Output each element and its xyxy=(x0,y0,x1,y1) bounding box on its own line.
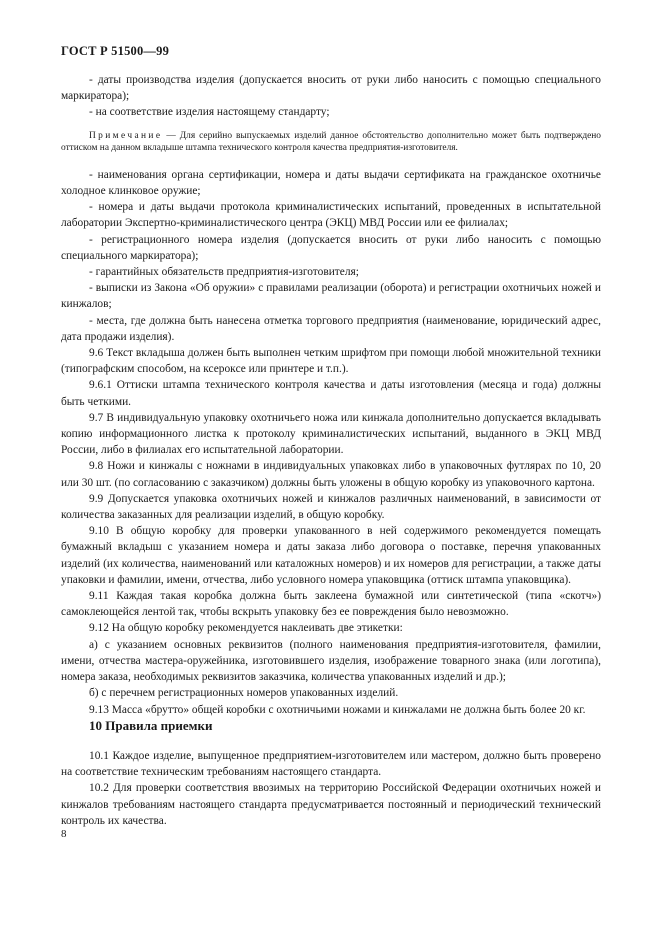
paragraph: 9.11 Каждая такая коробка должна быть заклеена бумажной или синтетической (типа «скотч») самоклеющейся лентой так, чтобы вскрыть упаковку без ее повреждения было невозможно. xyxy=(61,590,601,619)
paragraph: - регистрационного номера изделия (допускается вносить от руки либо наносить с помощью специального маркиратора); xyxy=(61,233,601,262)
text-block-upper xyxy=(61,72,601,718)
paragraph: 9.6.1 Оттиски штампа технического контроля качества и даты изготовления (месяца и года) должны быть четкими. xyxy=(61,379,601,408)
paragraph: 9.10 В общую коробку для проверки упакованного в ней содержимого рекомендуется помещать бумажный вкладыш с указанием номера и даты заказа либо договора о поставке, перечня упакованных изделий (их количества, наименований или каталожных номеров) и их номеров для регистрации, а также даты упаковки и фамилии, имени, отчества, либо условного номера упаковщика (оттиск штампа упаковщика). xyxy=(61,525,601,586)
paragraph: 9.13 Масса «брутто» общей коробки с охотничьими ножами и кинжалами не должна быть более 20 кг. xyxy=(89,703,586,716)
paragraph: - номера и даты выдачи протокола криминалистических испытаний, проведенных в испытательной лаборатории Экспертно-криминалистического центра (ЭКЦ) МВД России или ее филиалах; xyxy=(61,201,601,230)
paragraph: б) с перечнем регистрационных номеров упакованных изделий. xyxy=(89,687,399,700)
note-text: — Для серийно выпускаемых изделий данное обстоятельство дополнительно может быть подтверждено оттиском на данном вкладыше штампа технического контроля качества предприятия-изготовителя. xyxy=(61,130,601,154)
paragraph: - наименования органа сертификации, номера и даты выдачи сертификата на гражданское охотничье холодное клинковое оружие; xyxy=(61,168,601,197)
note-label: Примечание xyxy=(89,130,163,141)
paragraph: 9.12 На общую коробку рекомендуется наклеивать две этикетки: xyxy=(89,622,403,635)
paragraph: 9.9 Допускается упаковка охотничьих ножей и кинжалов различных наименований, в зависимости от количества заказанных для реализации изделий, в общую коробку. xyxy=(61,492,601,522)
paragraph: - даты производства изделия (допускается вносить от руки либо наносить с помощью специального маркиратора); xyxy=(61,74,601,103)
paragraph: 10.2 Для проверки соответствия ввозимых на территорию Российской Федерации охотничьих ножей и кинжалов требованиям настоящего стандарта предусматривается постоянный и периодический технический контроль их качества. xyxy=(61,782,601,827)
paragraph: - гарантийных обязательств предприятия-изготовителя; xyxy=(89,266,359,279)
paragraph: - выписки из Закона «Об оружии» с правилами реализации (оборота) и регистрации охотничьих ножей и кинжалов; xyxy=(61,282,601,311)
section-title: 10 Правила приемки xyxy=(89,718,213,733)
document-header: ГОСТ Р 51500—99 xyxy=(61,44,170,58)
note xyxy=(61,130,601,155)
paragraph: - на соответствие изделия настоящему стандарту; xyxy=(89,106,330,119)
paragraph: 9.6 Текст вкладыша должен быть выполнен четким шрифтом при помощи любой множительной техники (типографским способом, на ксерокce или принтере и т.п.). xyxy=(61,347,601,376)
paragraph: а) с указанием основных реквизитов (полного наименования предприятия-изготовителя, фамилии, имени, отчества мастера-оружейника, изготовившего изделия, изображение товарного знака (или логотипа), номера заказа, необходимых реквизитов заказчика, количества упакованных изделий и др.); xyxy=(61,638,601,684)
paragraph: 10.1 Каждое изделие, выпущенное предприятием-изготовителем или мастером, должно быть проверено на соответствие техническим требованиям настоящего стандарта. xyxy=(61,750,601,779)
page-number: 8 xyxy=(61,828,67,840)
paragraph: 9.8 Ножи и кинжалы с ножнами в индивидуальных упаковках либо в упаковочных футлярах по 10, 20 или 30 шт. (по согласованию с заказчиком) должны быть уложены в общую коробку из упаковочного картона. xyxy=(61,460,601,489)
paragraph: - места, где должна быть нанесена отметка торгового предприятия (наименование, юридический адрес, дата продажи изделия). xyxy=(61,314,601,343)
text-block-lower xyxy=(61,748,601,829)
paragraph: 9.7 В индивидуальную упаковку охотничьего ножа или кинжала дополнительно допускается вкладывать копию информационного листка к протоколу криминалистических испытаний, выданного в ЭКЦ МВД России, либо в филиалах его испытательной лаборатории. xyxy=(61,411,601,457)
